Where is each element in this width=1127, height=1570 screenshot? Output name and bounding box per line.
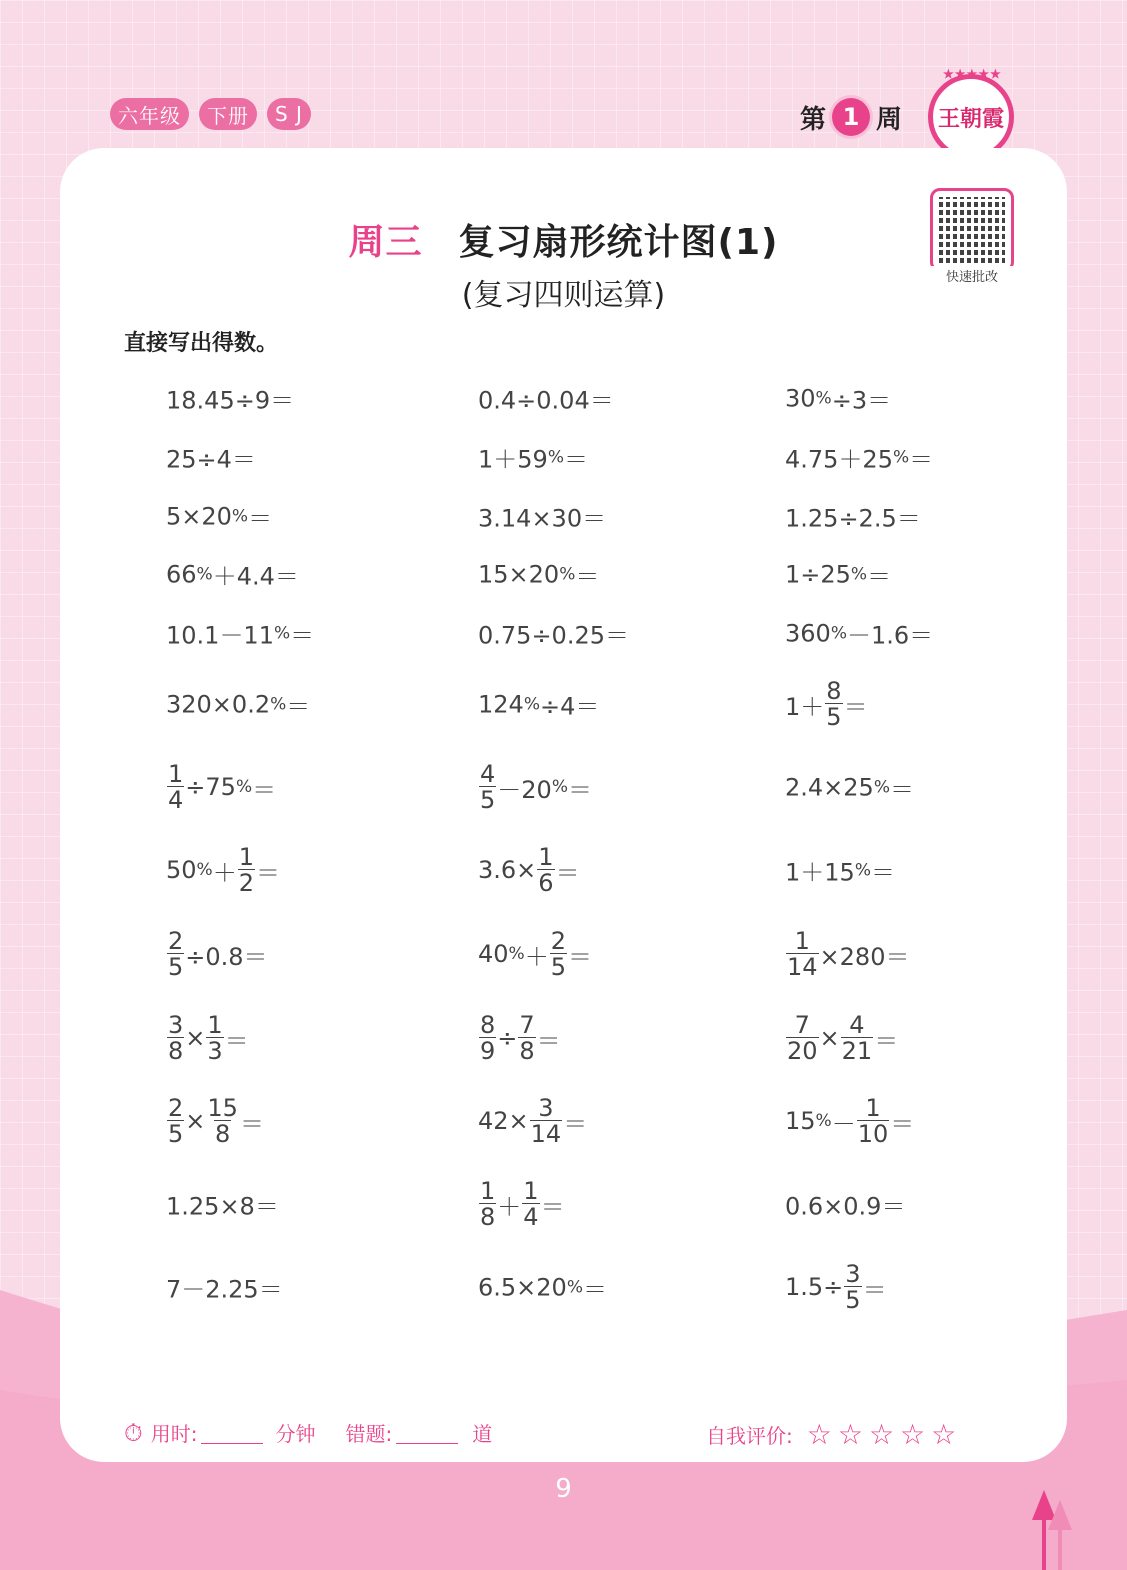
minutes-label: 分钟 [275,1422,316,1446]
dao-label: 道 [472,1422,493,1446]
problem: 6.5×20 % ＝ [478,1273,607,1304]
title-topic: 复习扇形统计图(1) [458,222,779,263]
problem: $\frac{7}{20}$ × $\frac{4}{21}$ ＝ [787,1011,899,1065]
problem: $\frac{2}{5}$ × $\frac{15}{8}$ ＝ [168,1094,264,1148]
page-title [0,214,1127,265]
self-evaluation [706,1418,962,1451]
problem: 4.75＋25 % ＝ [785,445,934,474]
rating-stars-icon[interactable]: ☆☆☆☆☆ [806,1418,963,1451]
instruction: 直接写出得数。 [124,331,279,356]
time-blank[interactable] [201,1421,263,1444]
volume-badge: 下册 [199,98,257,130]
problem: 1.5÷ $\frac{3}{5}$ ＝ [785,1260,887,1314]
problem: $\frac{1}{4}$ ÷75 % ＝ [168,760,277,814]
time-label: 用时: [150,1422,198,1446]
problem: 124 % ÷4＝ [478,690,600,721]
problem: $\frac{4}{5}$ －20 % ＝ [480,760,592,814]
problem: 0.4÷0.04＝ [478,386,614,415]
problem: 18.45÷9＝ [166,386,295,415]
problem: 1＋15 % ＝ [785,858,895,887]
problem: $\frac{1}{8}$ ＋ $\frac{1}{4}$ ＝ [480,1177,565,1231]
problem: 66 % ＋4.4＝ [166,560,299,591]
problem: $\frac{8}{9}$ ÷ $\frac{7}{8}$ ＝ [480,1011,561,1065]
problem: 30 % ÷3＝ [785,384,892,415]
grade-badge: 六年级 [110,98,189,130]
week-indicator [800,98,902,136]
problem: 360 % －1.6＝ [785,619,934,650]
grade-badges [110,98,311,130]
problem: 0.75÷0.25＝ [478,621,629,650]
qr-label: 快速批改 [930,266,1014,285]
problem: 1＋ $\frac{8}{5}$ ＝ [785,677,868,731]
problem: 42× $\frac{3}{14}$ ＝ [478,1094,588,1148]
problem: 7－2.25＝ [166,1275,283,1304]
problem: 50 % ＋ $\frac{1}{2}$ ＝ [166,843,280,897]
problem: 2.4×25 % ＝ [785,773,914,804]
problem: 5×20 % ＝ [166,502,273,533]
title-day: 周三 [348,222,423,263]
problem: 320×0.2 % ＝ [166,690,311,721]
time-tracker [124,1418,492,1447]
logo-text: 王朝霞 [937,105,1004,132]
problem: 1.25×8＝ [166,1192,279,1221]
clock-icon: ⏱ [124,1418,143,1447]
problem: 1.25÷2.5＝ [785,504,921,533]
week-number: 1 [832,98,870,136]
page-number: 9 [555,1474,572,1504]
arrow-decoration-icon [1030,1490,1080,1570]
problem: 1＋59 % ＝ [478,445,588,474]
week-suffix: 周 [876,104,903,135]
eval-label: 自我评价: [706,1424,793,1448]
problem: 25÷4＝ [166,445,256,474]
problem: 3.6× $\frac{1}{6}$ ＝ [478,843,580,897]
errors-blank[interactable] [396,1421,458,1444]
problem: $\frac{1}{14}$ ×280＝ [787,927,910,981]
problem: 40 % ＋ $\frac{2}{5}$ ＝ [478,927,592,981]
page-subtitle: (复习四则运算) [461,278,666,313]
problem: $\frac{3}{8}$ × $\frac{1}{3}$ ＝ [168,1011,249,1065]
problem: $\frac{2}{5}$ ÷0.8＝ [168,927,268,981]
errors-label: 错题: [345,1422,393,1446]
week-prefix: 第 [800,104,827,135]
edition-badge: S J [267,98,311,130]
problem: 10.1－11 % ＝ [166,621,315,650]
problem: 1÷25 % ＝ [785,560,892,591]
problem: 3.14×30＝ [478,504,607,533]
problem: 15 % － $\frac{1}{10}$ ＝ [785,1094,915,1148]
problem: 15×20 % ＝ [478,560,600,591]
logo-stars-icon: ★★★★★ [943,67,1002,81]
problem: 0.6×0.9＝ [785,1192,906,1221]
